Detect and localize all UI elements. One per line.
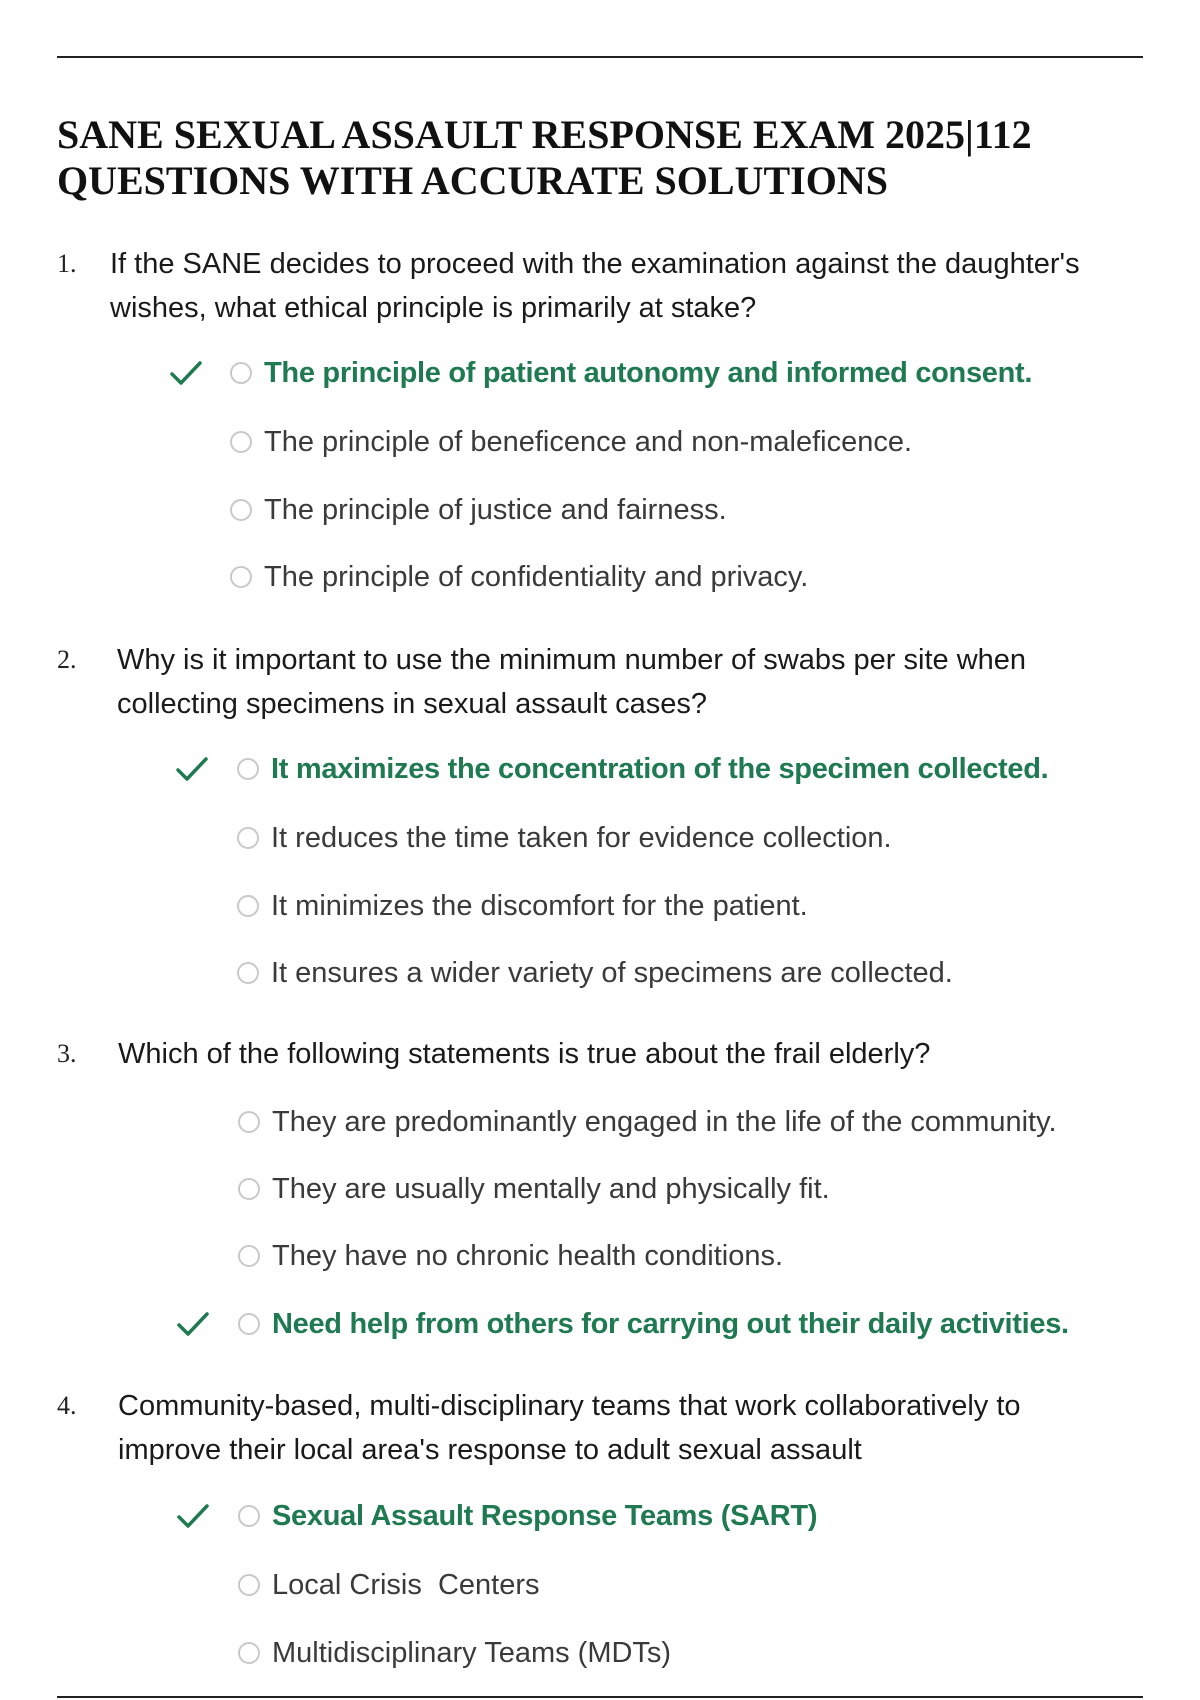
top-divider <box>57 56 1143 58</box>
answer-text: The principle of patient autonomy and informed consent. <box>264 357 1033 389</box>
answer-text: They are predominantly engaged in the life of the community. <box>272 1106 1057 1138</box>
answer-option[interactable] <box>238 1633 671 1673</box>
answer-text: They have no chronic health conditions. <box>272 1240 784 1272</box>
document-title: SANE SEXUAL ASSAULT RESPONSE EXAM 2025|112 QUESTIONS WITH ACCURATE SOLUTIONS <box>57 112 1032 203</box>
radio-button[interactable] <box>238 1505 260 1527</box>
answer-option[interactable] <box>230 557 808 597</box>
question-number: 2. <box>57 645 77 674</box>
radio-button[interactable] <box>237 758 259 780</box>
answer-text: It maximizes the concentration of the specimen collected. <box>271 753 1049 785</box>
answer-option[interactable] <box>238 1565 540 1605</box>
answer-option[interactable] <box>238 1169 830 1209</box>
question-text: Community-based, multi-disciplinary teams that work collaboratively to improve their local area's response to adult sexual assault <box>118 1390 1021 1466</box>
bottom-divider <box>57 1696 1143 1698</box>
answer-text: Sexual Assault Response Teams (SART) <box>272 1500 818 1532</box>
answer-text: It minimizes the discomfort for the patient. <box>271 890 808 922</box>
radio-button[interactable] <box>237 895 259 917</box>
question-number: 3. <box>57 1039 77 1068</box>
answer-option[interactable] <box>238 1304 1069 1344</box>
answer-option[interactable] <box>237 886 808 926</box>
answer-option[interactable] <box>237 953 953 993</box>
answer-option[interactable] <box>238 1496 817 1536</box>
radio-button[interactable] <box>238 1178 260 1200</box>
question-text: Which of the following statements is true about the frail elderly? <box>118 1038 931 1070</box>
checkmark-icon <box>176 1499 210 1533</box>
answer-option[interactable] <box>230 490 727 530</box>
radio-button[interactable] <box>238 1111 260 1133</box>
answer-option[interactable] <box>238 1102 1057 1142</box>
answer-text: Need help from others for carrying out their daily activities. <box>272 1308 1069 1340</box>
radio-button[interactable] <box>238 1313 260 1335</box>
radio-button[interactable] <box>237 827 259 849</box>
checkmark-icon <box>169 356 203 390</box>
answer-option[interactable] <box>230 422 912 462</box>
question-text: If the SANE decides to proceed with the examination against the daughter's wishes, what ethical principle is primarily at stake? <box>110 248 1080 324</box>
question-text: Why is it important to use the minimum number of swabs per site when collecting specimens in sexual assault cases? <box>117 644 1027 720</box>
answer-option[interactable] <box>230 353 1032 393</box>
document-page <box>57 0 1143 1700</box>
answer-text: It reduces the time taken for evidence collection. <box>271 822 892 854</box>
checkmark-icon <box>176 1307 210 1341</box>
checkmark-icon <box>175 752 209 786</box>
answer-text: Local Crisis Centers <box>272 1569 540 1601</box>
question-number: 4. <box>57 1391 77 1420</box>
answer-option[interactable] <box>237 818 892 858</box>
answer-text: The principle of confidentiality and privacy. <box>264 561 809 593</box>
answer-text: The principle of beneficence and non-maleficence. <box>264 426 913 458</box>
radio-button[interactable] <box>238 1245 260 1267</box>
radio-button[interactable] <box>230 431 252 453</box>
answer-text: The principle of justice and fairness. <box>264 494 727 526</box>
answer-text: It ensures a wider variety of specimens are collected. <box>271 957 953 989</box>
answer-option[interactable] <box>237 749 1048 789</box>
radio-button[interactable] <box>237 962 259 984</box>
radio-button[interactable] <box>238 1642 260 1664</box>
radio-button[interactable] <box>238 1574 260 1596</box>
answer-text: They are usually mentally and physically fit. <box>272 1173 830 1205</box>
radio-button[interactable] <box>230 499 252 521</box>
radio-button[interactable] <box>230 362 252 384</box>
question-number: 1. <box>57 249 77 278</box>
answer-text: Multidisciplinary Teams (MDTs) <box>272 1637 672 1669</box>
radio-button[interactable] <box>230 566 252 588</box>
answer-option[interactable] <box>238 1236 783 1276</box>
